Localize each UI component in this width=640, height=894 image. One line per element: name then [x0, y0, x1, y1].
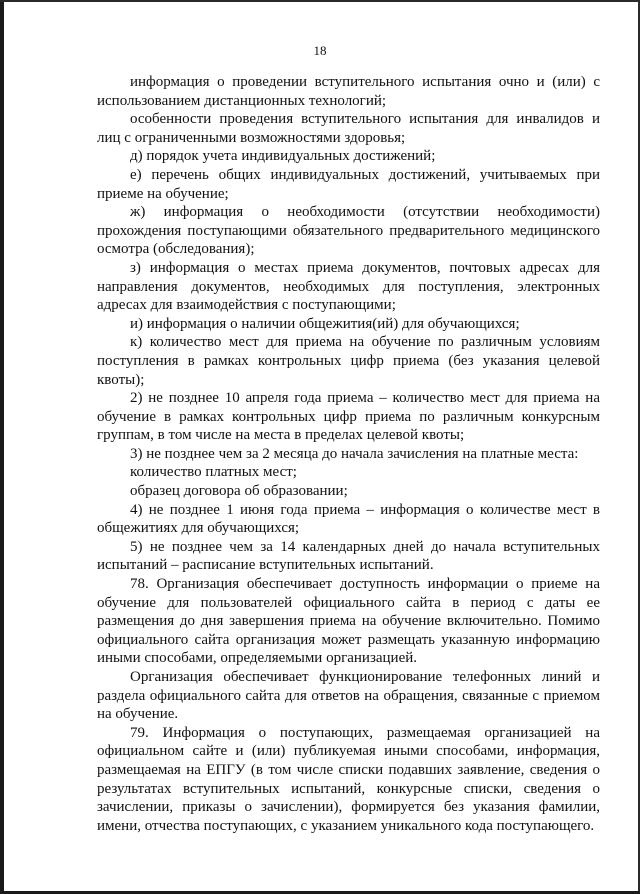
paragraph-phone-lines: Организация обеспечивает функционирование телефонных линий и раздела официального сайта для ответов на обращения, связанные с приемом на обучение.	[97, 669, 600, 723]
paragraph-item-z: з) информация о местах приема документов, почтовых адресах для направления документов, необходимых для поступления, электронных адресах для взаимодействия с поступающими;	[97, 259, 600, 314]
paragraph-clause-78: 78. Организация обеспечивает доступность информации о приеме на обучение для пользователей официального сайта в период с даты ее размещения до дня завершения приема на обучение включительно. Помимо официального сайта организация может размещать указанную информацию иными способами, определяемыми организацией.	[97, 576, 600, 667]
paragraph-item-zh: ж) информация о необходимости (отсутствии необходимости) прохождения поступающими обязательного предварительного медицинского осмотра (обследования);	[97, 204, 600, 258]
paragraph-item-3: 3) не позднее чем за 2 месяца до начала зачисления на платные места:	[130, 445, 579, 462]
scan-edge-top	[0, 0, 640, 2]
paragraph-item-k: к) количество мест для приема на обучение по различным условиям поступления в рамках контрольных цифр приема (без указания целевой квоты);	[97, 334, 600, 388]
page-number: 18	[313, 43, 327, 58]
scan-edge-left	[0, 0, 4, 894]
paragraph-item-d: д) порядок учета индивидуальных достижений;	[130, 148, 436, 165]
paragraph-item-i: и) информация о наличии общежития(ий) для обучающихся;	[130, 315, 520, 332]
paragraph-item-5: 5) не позднее чем за 14 календарных дней до начала вступительных испытаний – расписание вступительных испытаний.	[97, 538, 600, 574]
paragraph-clause-79: 79. Информация о поступающих, размещаемая организацией на официальном сайте и (или) публикуемая иными способами, информация, размещаемая на ЕПГУ (в том числе списки подавших заявление, сведения о результатах вступительных испытаний, конкурсные списки, сведения о зачислении, приказы о зачислении), формируется без указания фамилии, имени, отчества поступающих, с указанием уникального кода поступающего.	[97, 724, 600, 834]
paragraph-exam-disabled: особенности проведения вступительного испытания для инвалидов и лиц с ограниченными возможностями здоровья;	[97, 111, 600, 146]
paragraph-paid-places: количество платных мест;	[130, 464, 297, 481]
paragraph-item-2: 2) не позднее 10 апреля года приема – количество мест для приема на обучение в рамках контрольных цифр приема по различным конкурсным группам, в том числе на места в пределах целевой квоты;	[97, 390, 600, 444]
paragraph-item-4: 4) не позднее 1 июня года приема – информация о количестве мест в общежитиях для обучающихся;	[97, 501, 600, 537]
paragraph-contract-sample: образец договора об образовании;	[130, 483, 348, 500]
paragraph-exam-format: информация о проведении вступительного испытания очно и (или) с использованием дистанционных технологий;	[97, 74, 600, 109]
paragraph-item-e: е) перечень общих индивидуальных достижений, учитываемых при приеме на обучение;	[97, 166, 600, 202]
document-body	[97, 73, 600, 835]
